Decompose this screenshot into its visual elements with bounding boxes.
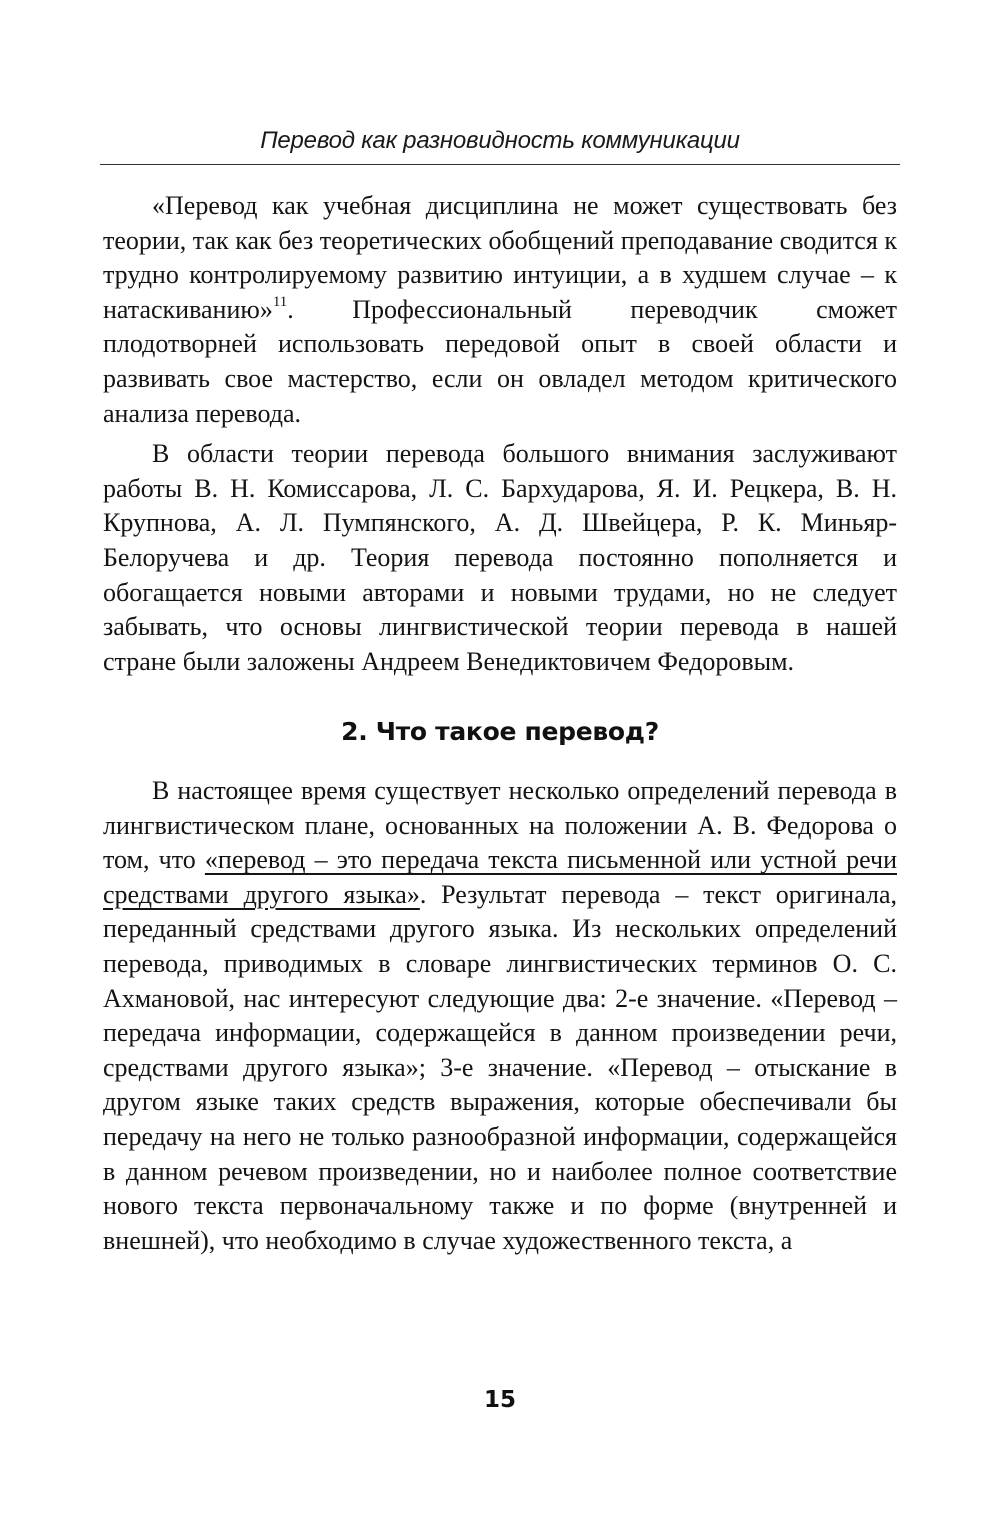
section-heading: 2. Что такое перевод? (341, 717, 659, 746)
footnote-marker: 11 (272, 294, 288, 311)
paragraph-text: «Перевод как учебная дисциплина не может существовать без теории, так как без теоретических обобщений преподавание сводится к трудно контролируемому развитию интуиции, а в худшем случае – к натаскиванию» (103, 191, 897, 324)
underlined-definition: «перевод – это передача текста письменной или устной речи средствами другого языка» (103, 845, 897, 909)
page-number: 15 (483, 1387, 516, 1413)
paragraph-text: В настоящее время существует несколько определений перевода в лингвистическом плане, основанных на положении А. В. Федорова о том, что (103, 776, 897, 875)
body-text-top (103, 189, 897, 679)
paragraph (103, 189, 897, 431)
paragraph (103, 774, 897, 1258)
running-header: Перевод как разновидность коммуникации (260, 127, 740, 154)
paragraph: В области теории перевода большого внимания заслуживают работы В. Н. Комиссарова, Л. С. Бархударова, Я. И. Рецкера, В. Н. Крупнова, А. Л. Пумпянского, А. Д. Швейцера, Р. К. Миньяр-Белоручева и др. Теория перевода постоянно пополняется и обогащается новыми авторами и новыми трудами, но не следует забывать, что основы лингвистической теории перевода в нашей стране были заложены Андреем Венедиктовичем Федоровым. (103, 439, 897, 676)
paragraph-text: . Результат перевода – текст оригинала, переданный средствами другого языка. Из нескольких определений перевода, приводимых в словаре лингвистических терминов О. С. Ахмановой, нас интересуют следующие два: 2-е значение. «Перевод – передача информации, содержащейся в данном произведении речи, средствами другого языка»; 3-е значение. «Перевод – отыскание в другом языке таких средств выражения, которые обеспечивали бы передачу на него не только разнообразной информации, содержащейся в данном речевом произведении, но и наиболее полное соответствие нового текста первоначальному также и по форме (внутренней и внешней), что необходимо в случае художественного текста, а (103, 879, 898, 1255)
body-text-bottom (103, 774, 897, 1258)
header-divider (100, 164, 900, 165)
paragraph-text: . Профессиональный переводчик сможет плодотворней использовать передовой опыт в своей области и развивать свое мастерство, если он овладел методом критического анализа перевода. (103, 294, 897, 428)
